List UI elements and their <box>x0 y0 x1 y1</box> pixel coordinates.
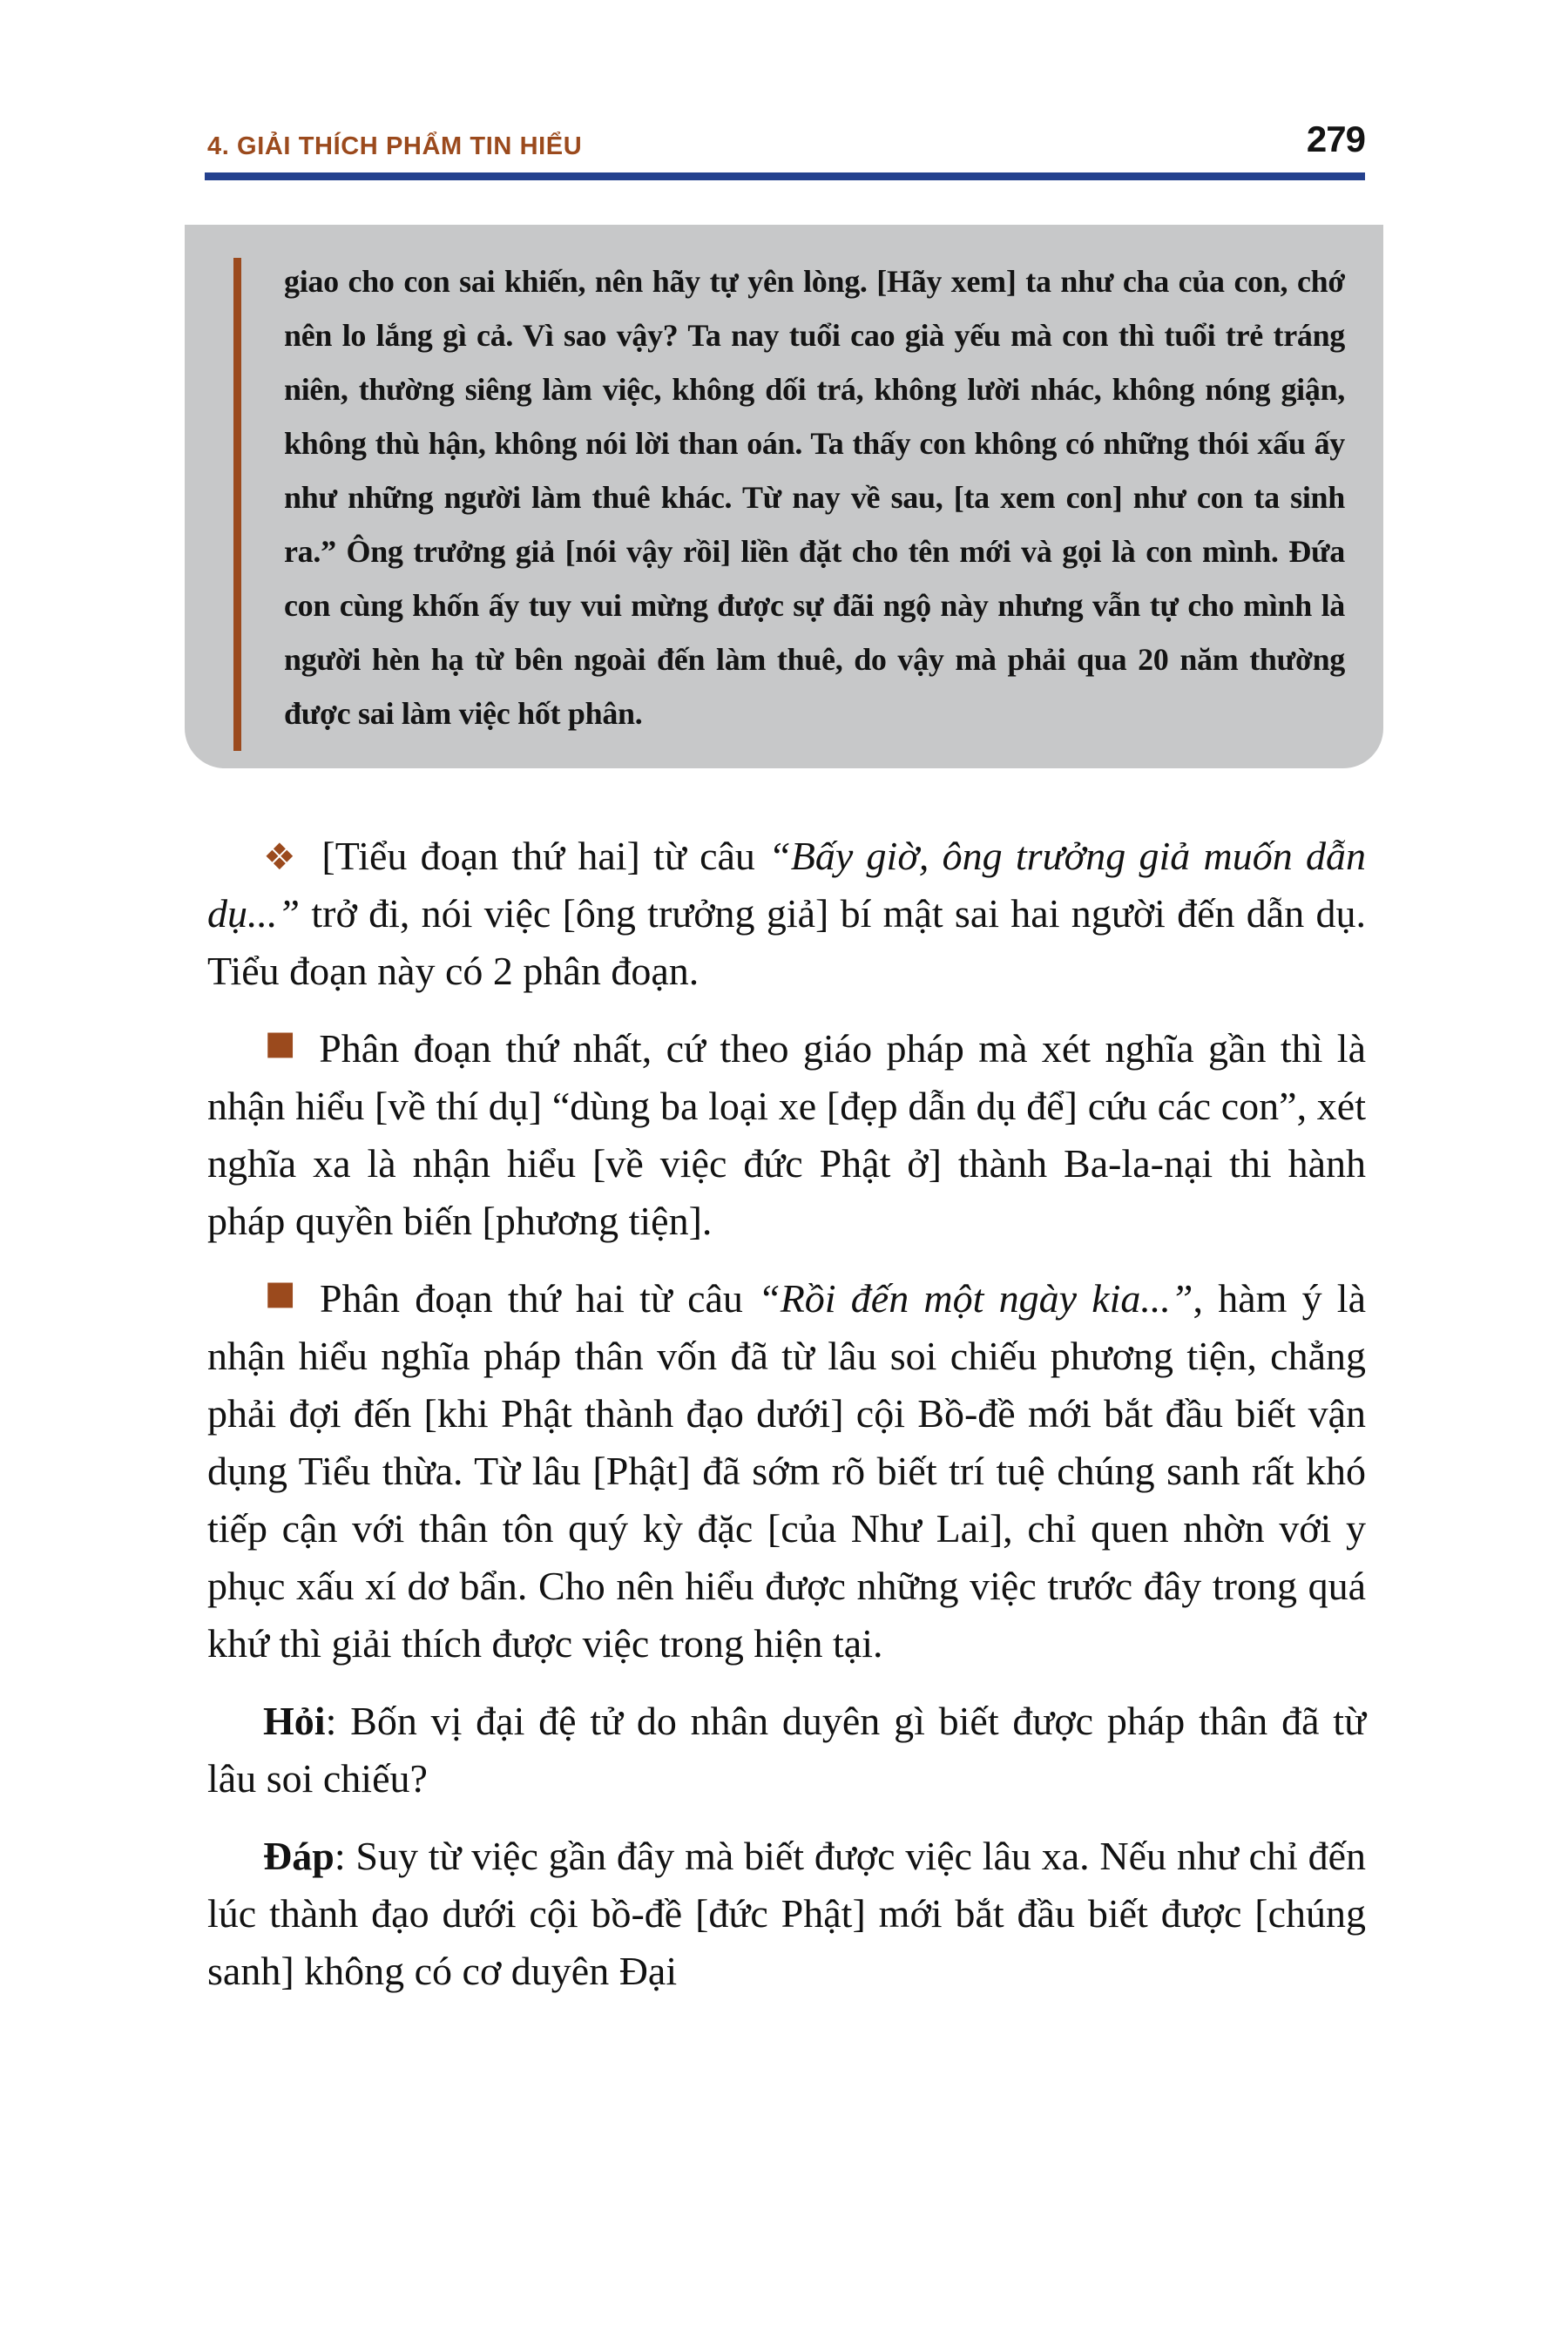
text-run: Phân đoạn thứ hai từ câu <box>320 1276 759 1321</box>
text-run: Phân đoạn thứ nhất, cứ theo giáo pháp mà xét nghĩa gần thì là nhận hiểu [về thí dụ] “dùng ba loại xe [đẹp dẫn dụ để] cứu các con”, xét nghĩa xa là nhận hiểu [về việc đức Phật ở] thành Ba-la-nại thi hành pháp quyền biến [phương tiện]. <box>207 1026 1366 1243</box>
square-bullet-icon: ▪ <box>263 1261 303 1321</box>
page-number: 279 <box>1306 118 1365 159</box>
answer-label: Đáp <box>263 1834 335 1878</box>
text-run: : Bốn vị đại đệ tử do nhân duyên gì biết được pháp thân đã từ lâu soi chiếu? <box>207 1699 1366 1801</box>
diamond-bullet-icon: ❖ <box>263 835 300 878</box>
text-run: : Suy từ việc gần đây mà biết được việc lâu xa. Nếu như chỉ đến lúc thành đạo dưới cội bồ-đề [đức Phật] mới bắt đầu biết được [chúng sanh] không có cơ duyên Đại <box>207 1834 1366 1993</box>
sutra-quote-block <box>185 225 1383 768</box>
chapter-header-title: 4. GIẢI THÍCH PHẨM TIN HIỂU <box>207 132 583 160</box>
quoted-phrase-italic: “Rồi đến một ngày kia...” <box>758 1276 1193 1321</box>
quote-accent-bar <box>233 258 241 751</box>
text-run: , hàm ý là nhận hiểu nghĩa pháp thân vốn đã từ lâu soi chiếu phương tiện, chẳng phải đợi đến [khi Phật thành đạo dưới] cội Bồ-đề mới bắt đầu biết vận dụng Tiểu thừa. Từ lâu [Phật] đã sớm rõ biết trí tuệ chúng sanh rất khó tiếp cận với thân tôn quý kỳ đặc [của Như Lai], chỉ quen nhờn với y phục xấu xí dơ bẩn. Cho nên hiểu được những việc trước đây trong quá khứ thì giải thích được việc trong hiện tại. <box>207 1276 1367 1666</box>
paragraph-answer <box>207 1828 1366 2000</box>
question-label: Hỏi <box>263 1699 326 1743</box>
sutra-quote-text: giao cho con sai khiến, nên hãy tự yên lòng. [Hãy xem] ta như cha của con, chớ nên lo lắng gì cả. Vì sao vậy? Ta nay tuổi cao già yếu mà con thì tuổi trẻ tráng niên, thường siêng làm việc, không dối trá, không lười nhác, không nóng giận, không thù hận, không nói lời than oán. Ta thấy con không có những thói xấu ấy như những người làm thuê khác. Từ nay về sau, [ta xem con] như con ta sinh ra.” Ông trưởng giả [nói vậy rồi] liền đặt cho tên mới và gọi là con mình. Đứa con cùng khốn ấy tuy vui mừng được sự đãi ngộ này nhưng vẫn tự cho mình là người hèn hạ từ bên ngoài đến làm thuê, do vậy mà phải qua 20 năm thường được sai làm việc hốt phân. <box>284 264 1345 731</box>
text-run: trở đi, nói việc [ông trưởng giả] bí mật sai hai người đến dẫn dụ. Tiểu đoạn này có 2 phân đoạn. <box>207 891 1366 993</box>
commentary-body <box>207 828 1366 2020</box>
header-rule-divider <box>205 172 1365 180</box>
paragraph-second-subdivision <box>207 1261 1367 1673</box>
paragraph-first-subdivision <box>207 1011 1366 1250</box>
paragraph-subsection-intro <box>207 828 1366 1000</box>
quoted-phrase-italic: “Bấy giờ, ông trưởng giả muốn dẫn dụ...” <box>207 834 1367 936</box>
square-bullet-icon: ▪ <box>263 1011 302 1071</box>
text-run: [Tiểu đoạn thứ hai] từ câu <box>321 834 769 878</box>
paragraph-question <box>207 1693 1366 1808</box>
